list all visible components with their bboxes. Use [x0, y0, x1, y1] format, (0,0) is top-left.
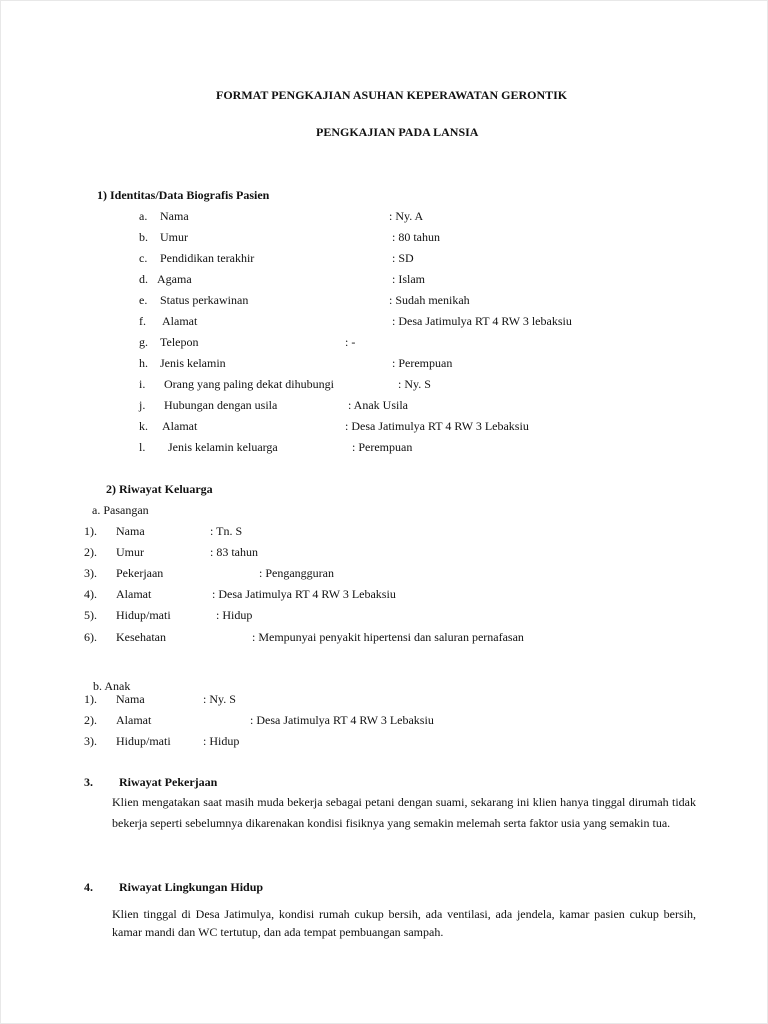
- item-label: Jenis kelamin: [160, 356, 226, 370]
- item-number: 1).: [84, 524, 97, 538]
- item-label: Alamat: [116, 713, 152, 727]
- item-value: : Ny. S: [203, 692, 236, 706]
- section3-paragraph: Klien mengatakan saat masih muda bekerja sebagai petani dengan suami, sekarang ini klien hanya tinggal dirumah tidak bekerja seperti sebelumnya dikarenakan kondisi fisiknya yang semakin melemah serta faktor usia yang semakin tua.: [112, 795, 696, 830]
- item-value: : Perempuan: [392, 356, 453, 370]
- item-label: Pekerjaan: [116, 566, 164, 580]
- section4-heading: Riwayat Lingkungan Hidup: [119, 880, 264, 894]
- item-label: Alamat: [116, 587, 152, 601]
- item-label: Nama: [116, 524, 145, 538]
- item-value: : Desa Jatimulya RT 4 RW 3 Lebaksiu: [345, 419, 529, 433]
- item-label: Telepon: [160, 335, 199, 349]
- item-marker: k.: [139, 419, 148, 433]
- item-marker: l.: [139, 440, 146, 454]
- section1-heading: 1) Identitas/Data Biografis Pasien: [97, 188, 270, 202]
- section3-number: 3.: [84, 775, 93, 789]
- item-value: : Desa Jatimulya RT 4 RW 3 Lebaksiu: [212, 587, 396, 601]
- item-label: Nama: [160, 209, 189, 223]
- item-label: Alamat: [162, 419, 198, 433]
- item-value: : Desa Jatimulya RT 4 RW 3 Lebaksiu: [250, 713, 434, 727]
- document-title: FORMAT PENGKAJIAN ASUHAN KEPERAWATAN GERONTIK: [216, 88, 568, 102]
- item-label: Umur: [116, 545, 144, 559]
- section4-number: 4.: [84, 880, 93, 894]
- item-marker: d.: [139, 272, 148, 286]
- item-marker: j.: [139, 398, 146, 412]
- item-label: Orang yang paling dekat dihubungi: [164, 377, 334, 391]
- item-marker: i.: [139, 377, 146, 391]
- item-label: Kesehatan: [116, 630, 166, 644]
- item-value: : Perempuan: [352, 440, 413, 454]
- anak-label: b. Anak: [93, 679, 131, 693]
- item-label: Status perkawinan: [160, 293, 249, 307]
- item-number: 2).: [84, 713, 97, 727]
- item-value: : Hidup: [203, 734, 240, 748]
- item-value: : 80 tahun: [392, 230, 440, 244]
- section2-heading: 2) Riwayat Keluarga: [106, 482, 213, 496]
- pasangan-label: a. Pasangan: [92, 503, 149, 517]
- item-label: Hubungan dengan usila: [164, 398, 278, 412]
- section4-paragraph: Klien tinggal di Desa Jatimulya, kondisi rumah cukup bersih, ada ventilasi, ada jendela, kamar pasien cukup bersih, kamar mandi dan WC tertutup, dan ada tempat pembuangan sampah.: [112, 907, 696, 939]
- item-number: 4).: [84, 587, 97, 601]
- item-label: Pendidikan terakhir: [160, 251, 255, 265]
- item-number: 3).: [84, 734, 97, 748]
- item-label: Hidup/mati: [116, 608, 171, 622]
- item-label: Nama: [116, 692, 145, 706]
- section3-heading: Riwayat Pekerjaan: [119, 775, 218, 789]
- item-value: : Anak Usila: [348, 398, 408, 412]
- item-number: 1).: [84, 692, 97, 706]
- item-marker: h.: [139, 356, 148, 370]
- item-marker: a.: [139, 209, 148, 223]
- item-marker: c.: [139, 251, 148, 265]
- item-value: : SD: [392, 251, 414, 265]
- document-subtitle: PENGKAJIAN PADA LANSIA: [316, 125, 479, 139]
- item-value: : Mempunyai penyakit hipertensi dan saluran pernafasan: [252, 630, 524, 644]
- item-number: 3).: [84, 566, 97, 580]
- item-value: : Ny. A: [389, 209, 424, 223]
- item-value: : Desa Jatimulya RT 4 RW 3 lebaksiu: [392, 314, 572, 328]
- item-marker: f.: [139, 314, 146, 328]
- item-number: 5).: [84, 608, 97, 622]
- item-value: : Hidup: [216, 608, 253, 622]
- item-value: : 83 tahun: [210, 545, 258, 559]
- item-value: : Ny. S: [398, 377, 431, 391]
- item-marker: g.: [139, 335, 148, 349]
- item-number: 2).: [84, 545, 97, 559]
- item-value: : Pengangguran: [259, 566, 334, 580]
- item-label: Agama: [157, 272, 192, 286]
- item-marker: b.: [139, 230, 148, 244]
- item-value: : -: [345, 335, 356, 349]
- item-value: : Sudah menikah: [389, 293, 470, 307]
- item-marker: e.: [139, 293, 148, 307]
- item-label: Alamat: [162, 314, 198, 328]
- item-label: Umur: [160, 230, 188, 244]
- item-value: : Tn. S: [210, 524, 243, 538]
- item-number: 6).: [84, 630, 97, 644]
- item-label: Jenis kelamin keluarga: [168, 440, 278, 454]
- item-value: : Islam: [392, 272, 425, 286]
- item-label: Hidup/mati: [116, 734, 171, 748]
